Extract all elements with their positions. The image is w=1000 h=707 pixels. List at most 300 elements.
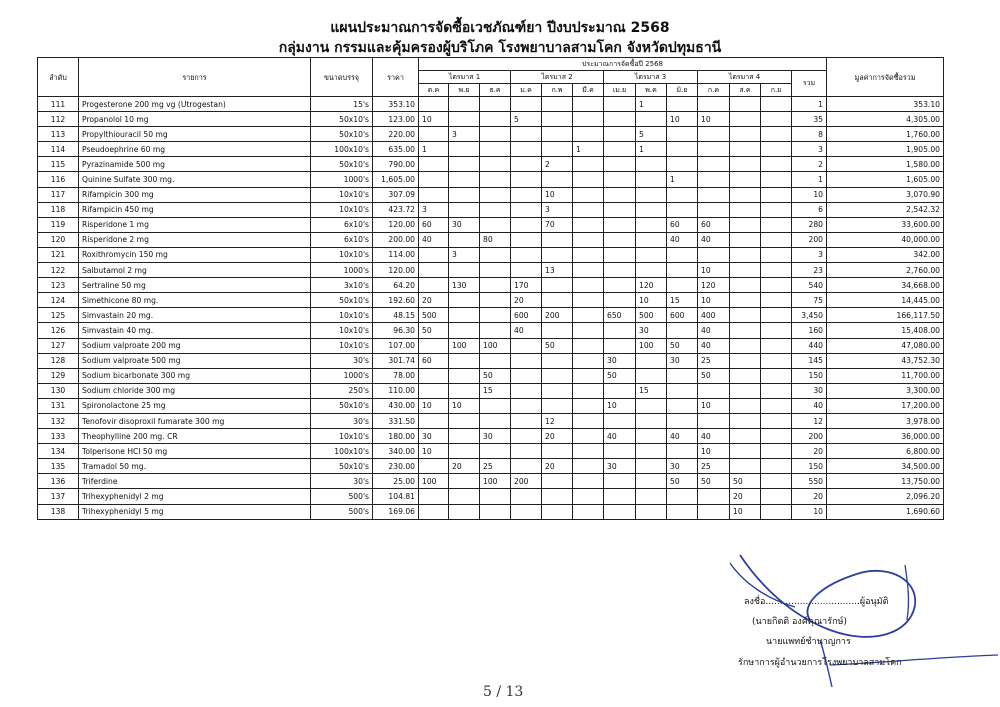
month-qty	[542, 353, 573, 368]
month-qty	[542, 127, 573, 142]
month-qty	[480, 504, 511, 519]
unit-price: 301.74	[373, 353, 419, 368]
month-qty	[511, 232, 542, 247]
month-qty: 30	[604, 459, 636, 474]
month-qty: 20	[419, 293, 449, 308]
month-qty	[573, 293, 604, 308]
unit-price: 120.00	[373, 217, 419, 232]
month-qty: 10	[698, 112, 730, 127]
row-number: 138	[38, 504, 79, 519]
month-qty	[730, 97, 761, 112]
month-qty	[698, 202, 730, 217]
month-qty	[573, 368, 604, 383]
month-qty	[511, 172, 542, 187]
month-qty	[573, 459, 604, 474]
month-qty: 30	[667, 459, 698, 474]
total-value: 2,760.00	[827, 263, 944, 278]
month-qty	[761, 217, 792, 232]
month-qty: 50	[604, 368, 636, 383]
item-name: Progesterone 200 mg vg (Utrogestan)	[79, 97, 311, 112]
month-qty	[730, 368, 761, 383]
month-qty	[730, 413, 761, 428]
month-qty	[667, 247, 698, 262]
month-qty	[480, 187, 511, 202]
month-qty	[604, 489, 636, 504]
month-qty: 5	[636, 127, 667, 142]
month-qty: 15	[667, 293, 698, 308]
month-qty	[480, 247, 511, 262]
table-row	[38, 217, 944, 232]
page-number: 5 / 13	[483, 684, 524, 700]
total-value: 1,760.00	[827, 127, 944, 142]
total-value: 6,800.00	[827, 444, 944, 459]
month-qty	[419, 338, 449, 353]
table-body	[38, 97, 944, 520]
document-subtitle: กลุ่มงาน กรรมและคุ้มครองผู้บริโภค โรงพยาบาลสามโคก จังหวัดปทุมธานี	[278, 40, 722, 56]
total-qty: 2	[792, 157, 827, 172]
row-number: 119	[38, 217, 79, 232]
row-number: 135	[38, 459, 79, 474]
item-name: Sodium chloride 300 mg	[79, 383, 311, 398]
month-qty: 50	[698, 368, 730, 383]
pack-size: 50x10's	[311, 127, 373, 142]
item-name: Propylthiouracil 50 mg	[79, 127, 311, 142]
month-qty	[419, 368, 449, 383]
pack-size: 10x10's	[311, 429, 373, 444]
month-qty	[573, 278, 604, 293]
month-qty	[449, 202, 480, 217]
month-qty	[636, 202, 667, 217]
month-qty	[542, 247, 573, 262]
month-qty: 30	[636, 323, 667, 338]
table-row	[38, 247, 944, 262]
month-qty: 1	[636, 97, 667, 112]
month-qty: 100	[419, 474, 449, 489]
table-row	[38, 97, 944, 112]
month-qty	[542, 232, 573, 247]
month-qty	[480, 489, 511, 504]
pack-size: 1000's	[311, 368, 373, 383]
month-qty	[604, 127, 636, 142]
month-qty	[542, 172, 573, 187]
month-qty	[419, 504, 449, 519]
month-qty	[667, 157, 698, 172]
month-qty	[730, 338, 761, 353]
row-number: 116	[38, 172, 79, 187]
month-qty	[573, 353, 604, 368]
unit-price: 180.00	[373, 429, 419, 444]
month-qty: 1	[667, 172, 698, 187]
signature-line: ลงชื่อ.................................ผู้อนุมัติ	[744, 597, 889, 607]
unit-price: 423.72	[373, 202, 419, 217]
item-name: Pseudoephrine 60 mg	[79, 142, 311, 157]
month-qty	[542, 504, 573, 519]
month-qty	[573, 172, 604, 187]
month-qty: 30	[604, 353, 636, 368]
month-qty	[419, 263, 449, 278]
pack-size: 30's	[311, 474, 373, 489]
month-qty	[636, 504, 667, 519]
month-qty: 25	[698, 353, 730, 368]
month-qty	[667, 142, 698, 157]
month-qty	[449, 413, 480, 428]
table-row	[38, 474, 944, 489]
procurement-table	[37, 57, 944, 520]
item-name: Simvastain 20 mg.	[79, 308, 311, 323]
total-qty: 20	[792, 444, 827, 459]
header-month: ก.ย	[761, 84, 792, 97]
month-qty: 10	[542, 187, 573, 202]
unit-price: 331.50	[373, 413, 419, 428]
month-qty: 40	[698, 232, 730, 247]
month-qty	[761, 308, 792, 323]
row-number: 133	[38, 429, 79, 444]
month-qty: 40	[604, 429, 636, 444]
item-name: Salbutamol 2 mg	[79, 263, 311, 278]
month-qty	[761, 172, 792, 187]
month-qty	[542, 293, 573, 308]
month-qty	[636, 459, 667, 474]
month-qty	[730, 429, 761, 444]
pack-size: 100x10's	[311, 142, 373, 157]
month-qty	[604, 413, 636, 428]
total-value: 3,070.90	[827, 187, 944, 202]
table-row	[38, 489, 944, 504]
month-qty: 40	[698, 338, 730, 353]
month-qty	[480, 127, 511, 142]
row-number: 113	[38, 127, 79, 142]
month-qty	[667, 413, 698, 428]
month-qty: 10	[698, 293, 730, 308]
month-qty	[761, 398, 792, 413]
item-name: Simvastain 40 mg.	[79, 323, 311, 338]
month-qty	[573, 474, 604, 489]
month-qty	[573, 504, 604, 519]
month-qty: 15	[480, 383, 511, 398]
item-name: Tolperisone HCl 50 mg	[79, 444, 311, 459]
month-qty	[480, 308, 511, 323]
unit-price: 340.00	[373, 444, 419, 459]
month-qty	[636, 263, 667, 278]
month-qty	[604, 338, 636, 353]
month-qty	[698, 489, 730, 504]
month-qty	[698, 157, 730, 172]
month-qty: 20	[730, 489, 761, 504]
pack-size: 30's	[311, 413, 373, 428]
header-pack: ขนาดบรรจุ	[311, 58, 373, 97]
total-qty: 6	[792, 202, 827, 217]
month-qty	[573, 338, 604, 353]
item-name: Quinine Sulfate 300 mg.	[79, 172, 311, 187]
month-qty	[730, 459, 761, 474]
row-number: 130	[38, 383, 79, 398]
pack-size: 50x10's	[311, 112, 373, 127]
month-qty	[730, 398, 761, 413]
month-qty	[698, 383, 730, 398]
month-qty	[667, 398, 698, 413]
item-name: Trihexyphenidyl 5 mg	[79, 504, 311, 519]
month-qty	[573, 429, 604, 444]
unit-price: 25.00	[373, 474, 419, 489]
month-qty	[730, 247, 761, 262]
total-qty: 3,450	[792, 308, 827, 323]
month-qty	[480, 398, 511, 413]
unit-price: 230.00	[373, 459, 419, 474]
header-price: ราคา	[373, 58, 419, 97]
month-qty	[419, 97, 449, 112]
month-qty	[449, 368, 480, 383]
month-qty: 170	[511, 278, 542, 293]
total-qty: 10	[792, 504, 827, 519]
unit-price: 96.30	[373, 323, 419, 338]
month-qty	[761, 429, 792, 444]
month-qty	[419, 459, 449, 474]
header-month: มิ.ย	[667, 84, 698, 97]
total-value: 34,668.00	[827, 278, 944, 293]
month-qty	[449, 308, 480, 323]
total-value: 34,500.00	[827, 459, 944, 474]
header-item: รายการ	[79, 58, 311, 97]
month-qty: 30	[419, 429, 449, 444]
month-qty	[480, 323, 511, 338]
document-title: แผนประมาณการจัดซื้อเวชภัณฑ์ยา ปีงบประมาณ 2568	[330, 20, 670, 36]
month-qty	[636, 232, 667, 247]
month-qty	[542, 323, 573, 338]
month-qty	[667, 383, 698, 398]
month-qty: 40	[667, 429, 698, 444]
item-name: Sodium valproate 200 mg	[79, 338, 311, 353]
month-qty: 1	[573, 142, 604, 157]
month-qty	[511, 263, 542, 278]
month-qty	[449, 429, 480, 444]
month-qty	[698, 127, 730, 142]
month-qty	[480, 157, 511, 172]
month-qty	[761, 293, 792, 308]
month-qty	[511, 459, 542, 474]
total-value: 47,080.00	[827, 338, 944, 353]
pack-size: 1000's	[311, 172, 373, 187]
month-qty: 1	[636, 142, 667, 157]
month-qty	[761, 112, 792, 127]
header-month: ก.พ	[542, 84, 573, 97]
pack-size: 6x10's	[311, 217, 373, 232]
month-qty: 10	[636, 293, 667, 308]
month-qty: 100	[480, 474, 511, 489]
month-qty	[604, 504, 636, 519]
row-number: 114	[38, 142, 79, 157]
total-value: 13,750.00	[827, 474, 944, 489]
month-qty	[542, 474, 573, 489]
month-qty	[604, 323, 636, 338]
month-qty: 100	[480, 338, 511, 353]
pack-size: 10x10's	[311, 323, 373, 338]
month-qty	[761, 232, 792, 247]
month-qty	[449, 474, 480, 489]
item-name: Rifampicin 300 mg	[79, 187, 311, 202]
total-qty: 75	[792, 293, 827, 308]
month-qty	[480, 444, 511, 459]
month-qty: 100	[636, 338, 667, 353]
total-qty: 280	[792, 217, 827, 232]
month-qty	[604, 293, 636, 308]
total-value: 3,300.00	[827, 383, 944, 398]
month-qty: 50	[419, 323, 449, 338]
month-qty	[480, 97, 511, 112]
month-qty	[761, 323, 792, 338]
month-qty: 50	[730, 474, 761, 489]
pack-size: 500's	[311, 504, 373, 519]
month-qty	[573, 97, 604, 112]
month-qty	[511, 444, 542, 459]
unit-price: 220.00	[373, 127, 419, 142]
month-qty	[636, 429, 667, 444]
month-qty	[419, 187, 449, 202]
month-qty	[419, 489, 449, 504]
row-number: 127	[38, 338, 79, 353]
total-value: 1,690.60	[827, 504, 944, 519]
row-number: 120	[38, 232, 79, 247]
month-qty	[573, 383, 604, 398]
month-qty	[480, 202, 511, 217]
month-qty	[730, 323, 761, 338]
table-row	[38, 263, 944, 278]
total-value: 15,408.00	[827, 323, 944, 338]
month-qty: 400	[698, 308, 730, 323]
unit-price: 353.10	[373, 97, 419, 112]
row-number: 128	[38, 353, 79, 368]
item-name: Sodium bicarbonate 300 mg	[79, 368, 311, 383]
unit-price: 790.00	[373, 157, 419, 172]
month-qty	[761, 187, 792, 202]
item-name: Sodium valproate 500 mg	[79, 353, 311, 368]
table-row	[38, 429, 944, 444]
pack-size: 100x10's	[311, 444, 373, 459]
month-qty	[604, 278, 636, 293]
signer-acting-role: รักษาการผู้อำนวยการโรงพยาบาลสามโคก	[738, 658, 902, 668]
month-qty	[604, 112, 636, 127]
month-qty	[667, 504, 698, 519]
month-qty	[667, 323, 698, 338]
header-month: มี.ค	[573, 84, 604, 97]
pack-size: 50x10's	[311, 398, 373, 413]
month-qty	[511, 157, 542, 172]
month-qty: 10	[698, 263, 730, 278]
month-qty: 3	[419, 202, 449, 217]
month-qty	[480, 217, 511, 232]
total-qty: 540	[792, 278, 827, 293]
month-qty	[573, 202, 604, 217]
month-qty	[730, 263, 761, 278]
unit-price: 430.00	[373, 398, 419, 413]
month-qty	[730, 232, 761, 247]
total-qty: 8	[792, 127, 827, 142]
month-qty	[573, 444, 604, 459]
month-qty	[730, 142, 761, 157]
month-qty	[730, 187, 761, 202]
month-qty	[511, 413, 542, 428]
month-qty	[573, 112, 604, 127]
month-qty: 70	[542, 217, 573, 232]
month-qty	[698, 504, 730, 519]
month-qty	[511, 353, 542, 368]
total-value: 2,096.20	[827, 489, 944, 504]
month-qty	[449, 353, 480, 368]
total-value: 1,905.00	[827, 142, 944, 157]
total-value: 17,200.00	[827, 398, 944, 413]
month-qty	[511, 217, 542, 232]
month-qty: 60	[419, 353, 449, 368]
month-qty	[449, 263, 480, 278]
month-qty	[419, 383, 449, 398]
row-number: 136	[38, 474, 79, 489]
month-qty	[480, 293, 511, 308]
month-qty	[667, 187, 698, 202]
month-qty: 30	[480, 429, 511, 444]
unit-price: 64.20	[373, 278, 419, 293]
month-qty	[511, 504, 542, 519]
month-qty	[730, 157, 761, 172]
month-qty	[636, 172, 667, 187]
month-qty	[636, 398, 667, 413]
table-row	[38, 293, 944, 308]
month-qty	[604, 172, 636, 187]
month-qty: 1	[419, 142, 449, 157]
month-qty	[698, 187, 730, 202]
month-qty	[730, 353, 761, 368]
month-qty	[511, 338, 542, 353]
month-qty: 10	[449, 398, 480, 413]
month-qty: 25	[698, 459, 730, 474]
month-qty: 20	[449, 459, 480, 474]
month-qty: 25	[480, 459, 511, 474]
pack-size: 15's	[311, 97, 373, 112]
month-qty: 500	[419, 308, 449, 323]
month-qty	[667, 489, 698, 504]
month-qty	[667, 97, 698, 112]
header-month: ต.ค	[419, 84, 449, 97]
pack-size: 10x10's	[311, 247, 373, 262]
month-qty	[761, 338, 792, 353]
month-qty	[573, 413, 604, 428]
month-qty	[449, 157, 480, 172]
header-month: เม.ย	[604, 84, 636, 97]
item-name: Simethicone 80 mg.	[79, 293, 311, 308]
total-qty: 12	[792, 413, 827, 428]
month-qty: 100	[449, 338, 480, 353]
month-qty	[449, 293, 480, 308]
pack-size: 10x10's	[311, 187, 373, 202]
pack-size: 1000's	[311, 263, 373, 278]
item-name: Sertraline 50 mg	[79, 278, 311, 293]
header-month: ธ.ค	[480, 84, 511, 97]
month-qty	[761, 383, 792, 398]
header-total: รวม	[792, 71, 827, 97]
month-qty: 10	[698, 398, 730, 413]
month-qty: 50	[698, 474, 730, 489]
month-qty	[480, 263, 511, 278]
unit-price: 110.00	[373, 383, 419, 398]
month-qty	[542, 383, 573, 398]
month-qty	[604, 187, 636, 202]
pack-size: 10x10's	[311, 308, 373, 323]
month-qty	[730, 112, 761, 127]
month-qty: 40	[698, 323, 730, 338]
table-row	[38, 338, 944, 353]
table-header	[38, 58, 944, 97]
total-qty: 40	[792, 398, 827, 413]
pack-size: 3x10's	[311, 278, 373, 293]
month-qty	[511, 97, 542, 112]
